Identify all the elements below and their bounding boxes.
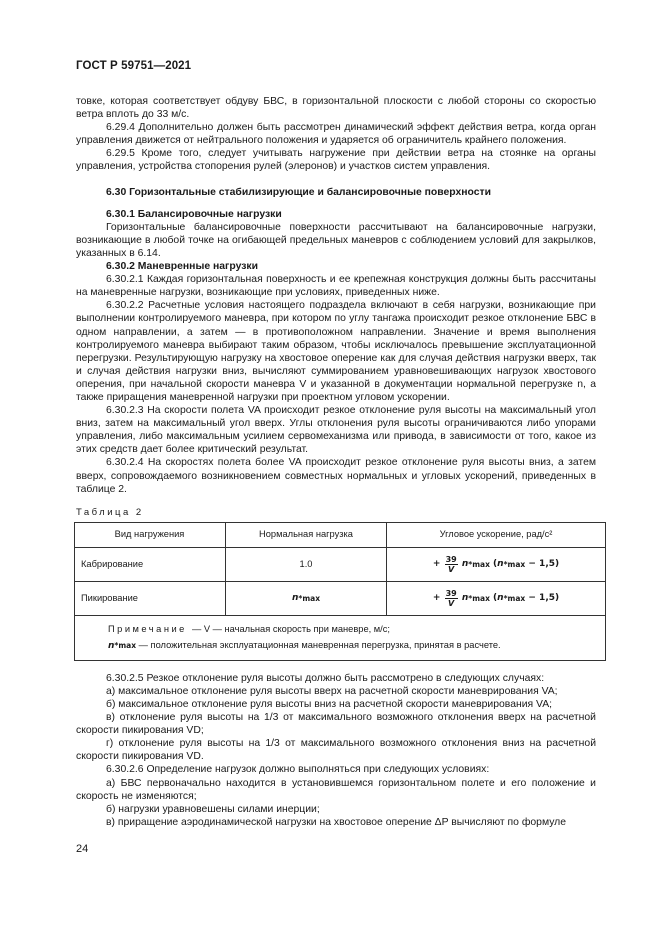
paragraph: Горизонтальные балансировочные поверхности рассчитывают на балансировочные нагрузки, возникающие в любой точке на огибающей предельных маневров с соблюдением условий для закрылков, указанных в 6.14. bbox=[76, 221, 596, 259]
paragraph: 6.29.4 Дополнительно должен быть рассмотрен динамический эффект действия ветра, когда орган управления движется от нейтрального положения и ударяется об ограничитель крайнего положения. bbox=[76, 122, 596, 147]
section-heading: 6.30 Горизонтальные стабилизирующие и балансировочные поверхности bbox=[106, 186, 491, 198]
table-cell bbox=[226, 581, 387, 615]
note-line bbox=[108, 637, 599, 654]
paragraph: 6.30.2.2 Расчетные условия настоящего подраздела включают в себя нагрузки, возникающие при выполнении контролируемого маневра, при котором по углу тангажа происходит резкое отклонение БВС в одном направлении, а затем — в противоположном направлении. Значение и время выполнения контролируемого маневра выбирают таким образом, чтобы исключалось превышение эксплуатационной перегрузки. Результирующую нагрузку на хвостовое оперение как для случая действия нагрузки вверх, так и случая действия нагрузки вниз, вычисляют суммированием уравновешивающих нагрузок хвостового оперения, при начальной скорости маневра V и указанной в документации нормальной перегрузке n, а также приращения маневренной нагрузки при проектном угловом ускорении. bbox=[76, 300, 596, 403]
load-table bbox=[74, 522, 606, 661]
angular-acceleration-formula: + $\frac{39}{V}$ n * max ( n * max − 1,5) bbox=[432, 554, 560, 574]
list-item: а) максимальное отклонение руля высоты вверх на расчетной скорости маневрирования VA; bbox=[106, 685, 558, 697]
table-note-row bbox=[75, 615, 606, 660]
paragraph: 6.30.2.1 Каждая горизонтальная поверхность и ее крепежная конструкция должны быть рассчитаны на маневренные нагрузки, возникающие при условиях, приведенных ниже. bbox=[76, 274, 596, 299]
table-header-cell: Вид нагружения bbox=[75, 522, 226, 547]
list-item: а) БВС первоначально находится в установившемся горизонтальном полете и его положение и скорость не изменяются; bbox=[76, 777, 596, 802]
angular-acceleration-formula: + $\frac{39}{V}$ n * max ( n * max − 1,5) bbox=[432, 588, 560, 608]
paragraph: 6.30.2.4 На скоростях полета более VA происходит резкое отклонение руля высоты вниз, а затем вверх, сопровождаемого возникновением совместных нормальных и угловых ускорений, приведенных в таблице 2. bbox=[76, 457, 596, 495]
paragraph: 6.30.2.6 Определение нагрузок должно выполняться при следующих условиях: bbox=[106, 764, 490, 776]
table-header-cell: Нормальная нагрузка bbox=[226, 522, 387, 547]
page-number: 24 bbox=[76, 843, 89, 855]
table-cell: Кабрирование bbox=[75, 547, 226, 581]
note-text: — V — начальная скорость при маневре, м/с; bbox=[191, 623, 390, 634]
n-max-symbol: n * max bbox=[291, 593, 321, 604]
table-row bbox=[75, 547, 606, 581]
document-header: ГОСТ Р 59751—2021 bbox=[76, 60, 192, 72]
n-max-symbol: n * max bbox=[108, 640, 137, 651]
formula-cell bbox=[387, 581, 606, 615]
list-item: г) отклонение руля высоты на 1/3 от максимального возможного отклонения вниз на расчетной скорости пикирования VD. bbox=[76, 738, 596, 763]
table-row bbox=[75, 581, 606, 615]
note-label: Примечание bbox=[108, 623, 187, 634]
paragraph: 6.30.2.5 Резкое отклонение руля высоты должно быть рассмотрено в следующих случаях: bbox=[106, 672, 545, 684]
table-header-row bbox=[75, 522, 606, 547]
paragraph: 6.30.2.3 На скорости полета VA происходит резкое отклонение руля высоты на максимальный угол вниз, затем на максимальный угол вверх. Углы отклонения руля высоты ограничиваются либо упорами управления, либо максимальным усилием сервомеханизма или привода, в зависимости от того, какое из этих средств дает более критический результат. bbox=[76, 405, 596, 456]
formula-cell bbox=[387, 547, 606, 581]
list-item: в) отклонение руля высоты на 1/3 от максимального возможного отклонения вверх на расчетной скорости пикирования VD; bbox=[76, 712, 596, 737]
subsection-heading: 6.30.1 Балансировочные нагрузки bbox=[106, 208, 282, 220]
subsection-heading: 6.30.2 Маневренные нагрузки bbox=[106, 261, 258, 273]
table-header-cell: Угловое ускорение, рад/с² bbox=[387, 522, 606, 547]
list-item: б) нагрузки уравновешены силами инерции; bbox=[106, 803, 320, 815]
table-cell: Пикирование bbox=[75, 581, 226, 615]
list-item: б) максимальное отклонение руля высоты вниз на расчетной скорости маневрирования VA; bbox=[106, 699, 553, 710]
list-item: в) приращение аэродинамической нагрузки на хвостовое оперение ΔP вычисляют по формуле bbox=[106, 816, 567, 828]
note-text: — положительная эксплуатационная маневренная перегрузка, принятая в расчете. bbox=[138, 639, 501, 650]
table-caption: Таблица 2 bbox=[76, 506, 144, 518]
page-content bbox=[76, 95, 596, 829]
note-line bbox=[108, 621, 599, 637]
paragraph: товке, которая соответствует обдуву БВС, в горизонтальной плоскости с любой стороны со скоростью ветра вплоть до 33 м/с. bbox=[76, 96, 596, 121]
table-cell: 1.0 bbox=[226, 547, 387, 581]
paragraph: 6.29.5 Кроме того, следует учитывать нагружение при действии ветра на стоянке на органы управления, устройства стопорения рулей (элеронов) и участков систем управления. bbox=[76, 148, 596, 173]
table-note bbox=[75, 615, 606, 660]
